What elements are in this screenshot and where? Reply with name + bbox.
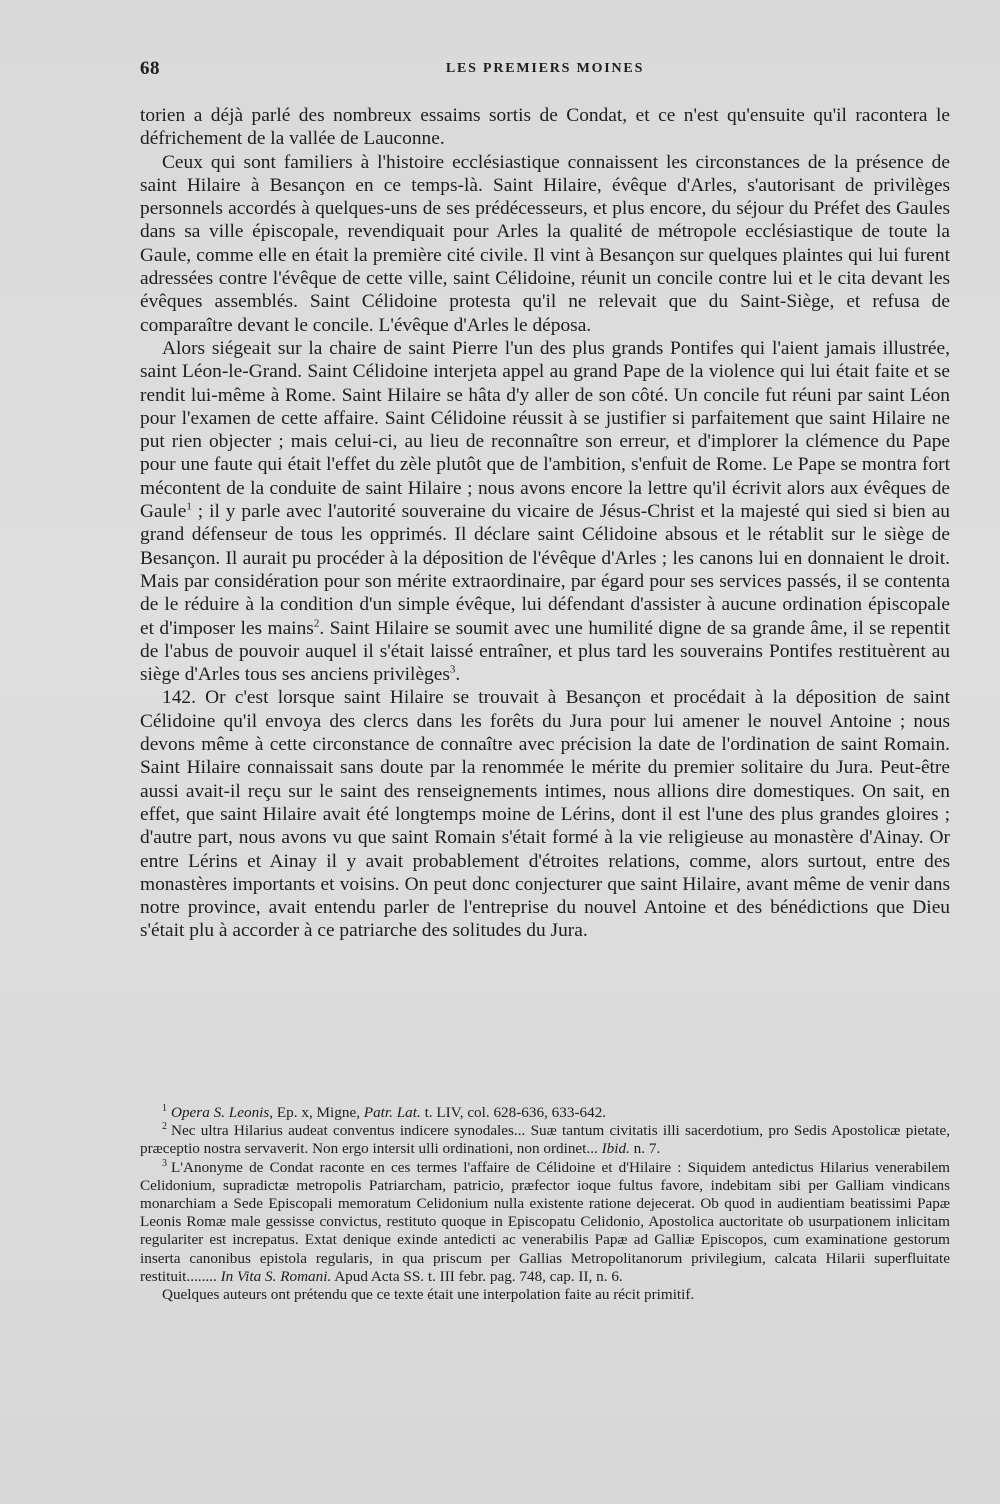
footnote-3-note: Quelques auteurs ont prétendu que ce texte était une interpolation faite au récit primitif. [162, 1286, 695, 1304]
footnote-3 [140, 1159, 950, 1286]
running-title: LES PREMIERS MOINES [445, 61, 645, 76]
paragraph-hilaire-arles: Ceux qui sont familiers à l'histoire ecclésiastique connaissent les circonstances de la présence de saint Hilaire à Besançon en ce temps-là. Saint Hilaire, évêque d'Arles, s'autorisant de privilèges personnels accordés à quelques-uns de ses prédécesseurs, et plus encore, du séjour du Préfet des Gaules dans sa ville épiscopale, revendiquait pour Arles la qualité de métropole ecclésiastique de toute la Gaule, comme elle en était la première cité civile. Il vint à Besançon sur quelques plaintes qui lui furent adressées contre l'évêque de cette ville, saint Célidoine, réunit un concile contre lui et le cita devant les évêques assemblés. Saint Célidoine protesta qu'il ne relevait que du Saint-Siège, et refusa de comparaître devant le concile. L'évêque d'Arles le déposa. [140, 151, 950, 336]
footnote-ref-3[interactable]: 3 [449, 663, 456, 676]
page-number: 68 [140, 58, 160, 79]
footnote-italic: In Vita S. Romani. [220, 1267, 332, 1285]
footnote-mark: 2 [162, 1121, 167, 1133]
paragraph-text: . Saint Hilaire se soumit avec une humilité digne de sa grande âme, il se repentit de l'abus de pouvoir auquel il s'était laissé entraîner, et plus tard les souverains Pontifes restituèrent au siège d'Arles tous ses anciens privilèges [140, 617, 950, 686]
footnote-ref-2[interactable]: 2 [313, 617, 320, 630]
footnote-text: , Ep. x, Migne, [269, 1104, 364, 1121]
paragraph-text: . [455, 664, 461, 686]
footnote-text: t. LIV, col. 628-636, 633-642. [420, 1104, 607, 1121]
page-header [140, 58, 950, 86]
paragraph-text: Alors siégeait sur la chaire de saint Pierre l'un des plus grands Pontifes qui l'aient jamais illustrée, saint Léon-le-Grand. Saint Célidoine interjeta appel au grand Pape de la violence qui lui était faite et se rendit lui-même à Rome. Saint Hilaire se hâta d'y aller de son côté. Un concile fut réuni par saint Léon pour l'examen de cette affaire. Saint Célidoine réussit à se justifier si parfaitement que saint Hilaire ne put rien objecter ; mais celui-ci, au lieu de reconnaître son erreur, et d'implorer la clémence du Pape pour une faute qui était l'effet du zèle plutôt que de l'ambition, s'enfuit de Rome. Le Pape se montra fort mécontent de la conduite de saint Hilaire ; nous avons encore la lettre qu'il écrivit alors aux évêques de Gaule [140, 337, 950, 523]
footnote-italic: Ibid. [601, 1140, 630, 1158]
footnote-text: L'Anonyme de Condat raconte en ces termes l'affaire de Célidoine et d'Hilaire : Siquidem antedictus Hilarius venerabilem Celidonium, supradictæ metropolis Patriarcham, patricio, præfector ioque fultus favore, indebitam sibi per Galliam vindicans monarchiam a Sede Episcopali memoratum Celidonium nulla existente ratione dejecerat. Ob quod in audientiam beatissimi Papæ Leonis Romæ male gessisse convictus, restituto quoque in Episcopatu Celidonio, Apostolica auctoritate ob usurpationem inlicitam regulariter est increpatus. Extat denique exinde antedicti ac venerabilis Papæ ad Galliæ Episcopos, cum examinatione gestorum inserta canonibus epistola regularis, in qua priscum per Gallias Metropolitanorum privilegium, calcata Hilarii superfluitate restituit........ [140, 1158, 950, 1285]
footnotes [140, 1104, 950, 1304]
footnote-text: Nec ultra Hilarius audeat conventus indicere synodales... Suæ tantum civitatis illi sacerdotium, pro Sedis Apostolicæ pietate, præceptio nostra servaverit. Non ergo intersit ulli ordinationi, non ordinet... [140, 1122, 950, 1158]
main-text [140, 104, 950, 943]
footnote-ref-1[interactable]: 1 [186, 500, 192, 513]
footnote-text: Apud Acta SS. t. III febr. pag. 748, cap. II, n. 6. [331, 1267, 623, 1285]
paragraph-saint-leon [140, 337, 950, 686]
footnote-italic: Opera S. Leonis [171, 1104, 270, 1121]
footnote-2 [140, 1122, 950, 1158]
footnote-mark: 3 [162, 1157, 167, 1169]
footnote-1 [140, 1104, 950, 1122]
footnote-italic: Patr. Lat. [363, 1104, 421, 1121]
paragraph-142: 142. Or c'est lorsque saint Hilaire se trouvait à Besançon et procédait à la déposition de saint Célidoine qu'il envoya des clercs dans les forêts du Jura pour lui amener le nouvel Antoine ; nous devons même à cette circonstance de connaître avec précision la date de l'ordination de saint Romain. Saint Hilaire connaissait sans doute par la renommée le mérite du premier solitaire du Jura. Peut-être aussi avait-il reçu sur le saint des renseignements intimes, nous allions dire domestiques. On sait, en effet, que saint Hilaire avait été longtemps moine de Lérins, dont il est l'une des plus grandes gloires ; d'autre part, nous avons vu que saint Romain s'était formé à la vie religieuse au monastère d'Ainay. Or entre Lérins et Ainay il y avait probablement d'étroites relations, comme, alors surtout, entre des monastères importants et voisins. On peut donc conjecturer que saint Hilaire, avant même de venir dans notre province, avait entendu parler de l'entreprise du nouvel Antoine et des bénédictions que Dieu s'était plu à accorder à ce patriarche des solitudes du Jura. [140, 687, 950, 942]
footnote-text: n. 7. [629, 1140, 661, 1158]
paragraph-continued: torien a déjà parlé des nombreux essaims sortis de Condat, et ce n'est qu'ensuite qu'il racontera le défrichement de la vallée de Lauconne. [140, 105, 950, 150]
paragraph-text: ; il y parle avec l'autorité souveraine du vicaire de Jésus-Christ et la majesté qui sied si bien au grand défenseur de tous les opprimés. Il déclare saint Célidoine absous et le rétablit sur le siège de Besançon. Il aurait pu procéder à la déposition de l'évêque d'Arles ; les canons lui en donnaient le droit. Mais par considération pour son mérite extraordinaire, par égard pour ses services passés, il se contenta de le réduire à la condition d'un simple évêque, lui défendant d'assister à aucune ordination épiscopale et d'imposer les mains [140, 501, 950, 639]
footnote-mark: 1 [162, 1102, 167, 1114]
